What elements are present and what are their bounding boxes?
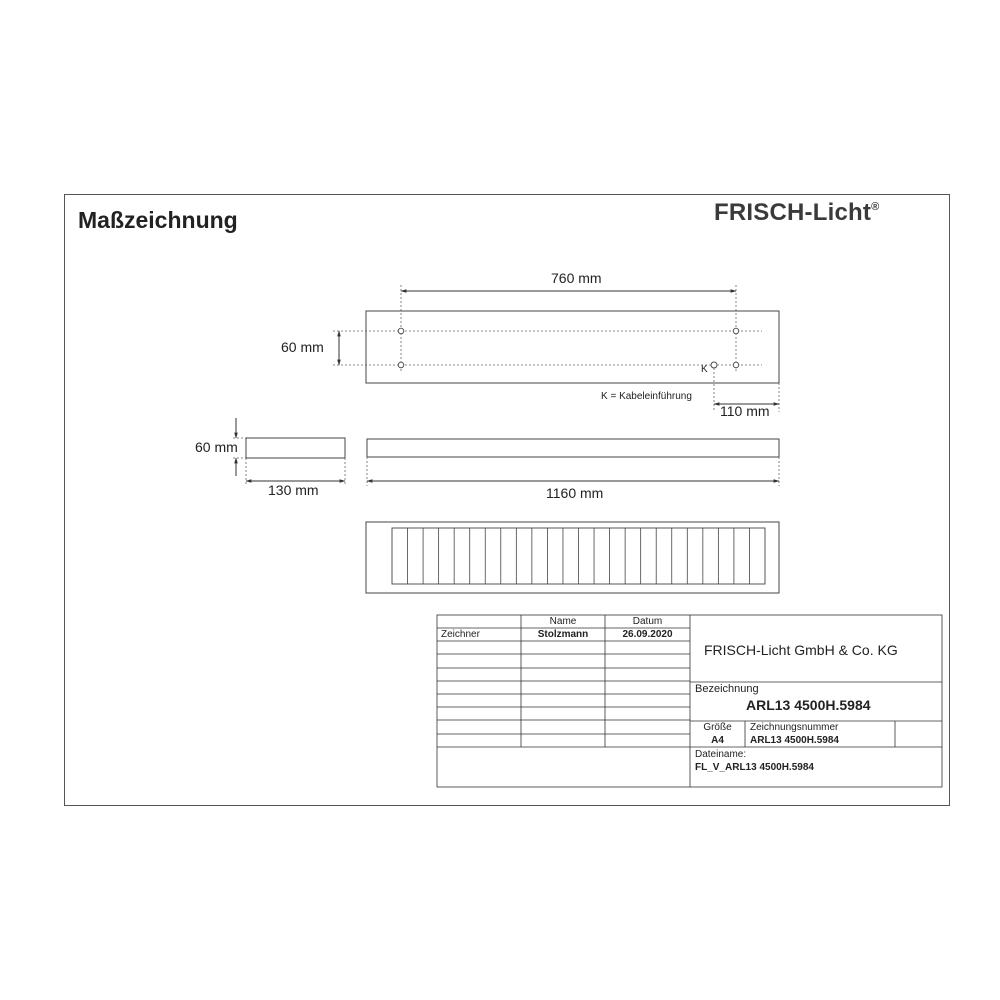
registered-mark: ® — [871, 201, 880, 213]
hole-spacing-label: 760 mm — [551, 270, 602, 286]
louver-group — [408, 528, 750, 584]
mounting-hole — [398, 362, 404, 368]
tb-filename: FL_V_ARL13 4500H.5984 — [695, 762, 814, 773]
tb-size-label: Größe — [703, 722, 732, 733]
cable-entry-offset-label: 110 mm — [720, 403, 770, 419]
tb-drafter: Stolzmann — [537, 629, 589, 640]
bottom-view-outline — [366, 522, 779, 593]
front-view-outline — [367, 439, 779, 457]
front-view — [367, 439, 779, 486]
bottom-view — [366, 522, 779, 593]
side-view — [233, 418, 345, 486]
tb-header-date: Datum — [632, 616, 663, 627]
cable-entry-marker: K — [701, 364, 708, 375]
mounting-hole — [398, 328, 404, 334]
tb-drawing-number-label: Zeichnungsnummer — [750, 722, 839, 733]
tb-company: FRISCH-Licht GmbH & Co. KG — [704, 642, 898, 658]
tb-designation: ARL13 4500H.5984 — [746, 697, 871, 713]
cable-entry-note: K = Kabeleinführung — [601, 391, 692, 402]
mounting-hole — [733, 328, 739, 334]
page-title: Maßzeichnung — [78, 207, 238, 233]
side-depth-label: 130 mm — [268, 482, 319, 498]
logo-text: FRISCH-Licht — [714, 199, 872, 226]
hole-rows-label: 60 mm — [281, 339, 324, 355]
length-label: 1160 mm — [546, 485, 604, 501]
tb-row-label: Zeichner — [441, 629, 480, 640]
tb-designation-label: Bezeichnung — [695, 683, 759, 695]
mounting-hole — [733, 362, 739, 368]
tb-header-name: Name — [549, 616, 577, 627]
cable-entry-hole — [711, 362, 717, 368]
tb-date: 26.09.2020 — [622, 629, 673, 640]
side-height-label: 60 mm — [195, 439, 238, 455]
tb-filename-label: Dateiname: — [695, 749, 747, 760]
top-view — [333, 285, 779, 412]
side-view-outline — [246, 438, 345, 458]
top-view-outline — [366, 311, 779, 383]
tb-drawing-number: ARL13 4500H.5984 — [750, 735, 839, 746]
tb-size: A4 — [711, 735, 724, 746]
